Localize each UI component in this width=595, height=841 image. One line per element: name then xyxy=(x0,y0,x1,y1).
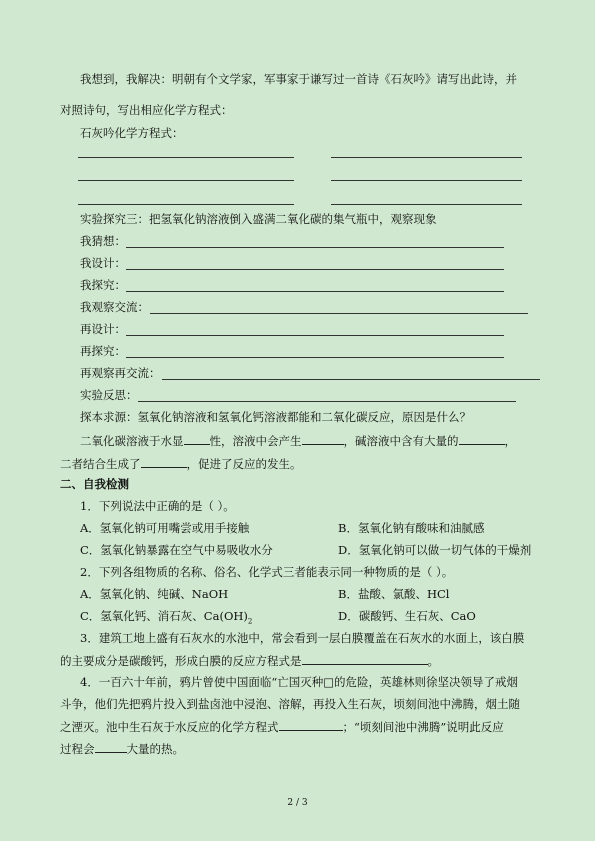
question-1-option-d: D．氢氧化钠可以做一切气体的干燥剂 xyxy=(338,543,532,557)
experiment-row-reexplore: 再探究： xyxy=(80,344,126,358)
experiment-row-reobserve: 再观察再交流： xyxy=(80,366,161,380)
blank xyxy=(95,741,127,753)
experiment-title: 实验探究三：把氢氧化钠溶液倒入盛满二氧化碳的集气瓶中，观察现象 xyxy=(80,212,437,226)
fill-in-line-2: 二者结合生成了 ，促进了反应的发生。 xyxy=(60,457,302,471)
question-2-stem: 2．下列各组物质的名称、俗名、化学式三者能表示同一种物质的是（ ）。 xyxy=(80,565,454,579)
answer-line xyxy=(126,335,504,336)
experiment-row-redesign: 再设计： xyxy=(80,322,126,336)
question-2-option-b: B．盐酸、氯酸、HCl xyxy=(338,587,450,601)
question-1-stem: 1．下列说法中正确的是（ ）。 xyxy=(80,499,235,513)
experiment-row-observe: 我观察交流： xyxy=(80,300,149,314)
question-1-option-a: A．氢氧化钠可用嘴尝或用手接触 xyxy=(80,521,250,535)
answer-line xyxy=(150,313,528,314)
blank xyxy=(141,456,187,468)
question-4-line-1: 4．一百六十年前，鸦片曾使中国面临“亡国灭种□的危险，英雄林则徐坚决领导了戒烟 xyxy=(80,675,519,689)
experiment-row-guess: 我猜想： xyxy=(80,234,126,248)
answer-line xyxy=(126,269,504,270)
answer-line xyxy=(78,157,294,158)
experiment-row-explore: 我探究： xyxy=(80,278,126,292)
blank xyxy=(279,719,343,731)
equation-label: 石灰吟化学方程式： xyxy=(80,126,184,140)
question-3-line-1: 3．建筑工地上盛有石灰水的水池中，常会看到一层白膜覆盖在石灰水的水面上，该白膜 xyxy=(80,631,525,645)
intro-line-1: 我想到，我解决：明朝有个文学家，军事家于谦写过一首诗《石灰吟》请写出此诗，并 xyxy=(80,72,517,86)
question-4-line-4: 过程会 大量的热。 xyxy=(60,742,184,756)
source-question: 探本求源：氢氧化钠溶液和氢氧化钙溶液都能和二氧化碳反应，原因是什么？ xyxy=(80,410,471,424)
page-number: 2 / 3 xyxy=(287,798,308,808)
answer-line xyxy=(138,401,516,402)
answer-line xyxy=(126,357,504,358)
blank xyxy=(184,433,210,445)
blank xyxy=(459,433,505,445)
question-2-option-a: A．氢氧化钠、纯碱、NaOH xyxy=(80,587,229,601)
answer-line xyxy=(162,379,540,380)
answer-line xyxy=(331,204,522,205)
answer-line xyxy=(331,180,522,181)
question-1-option-c: C．氢氧化钠暴露在空气中易吸收水分 xyxy=(80,543,273,557)
experiment-row-design: 我设计： xyxy=(80,256,126,270)
blank xyxy=(302,653,428,665)
experiment-row-reflect: 实验反思： xyxy=(80,388,138,402)
question-4-line-2: 斗争，他们先把鸦片投入到盐卤池中浸泡、溶解，再投入生石灰，顷刻间池中沸腾，烟土随 xyxy=(60,697,520,711)
answer-line xyxy=(126,247,504,248)
answer-line xyxy=(78,204,294,205)
answer-line xyxy=(126,291,504,292)
question-3-line-2: 的主要成分是碳酸钙，形成白膜的反应方程式是 。 xyxy=(60,654,439,668)
answer-line xyxy=(331,157,522,158)
question-2-option-c: C．氢氧化钙、消石灰、$Ca(OH)_2$ xyxy=(80,609,253,626)
question-2-option-d: D．碳酸钙、生石灰、CaO xyxy=(338,609,476,623)
question-1-option-b: B．氢氧化钠有酸味和油腻感 xyxy=(338,521,485,535)
answer-line xyxy=(78,180,294,181)
intro-line-2: 对照诗句，写出相应化学方程式： xyxy=(60,103,233,117)
section-heading: 二、自我检测 xyxy=(60,477,129,491)
fill-in-line-1: 二氧化碳溶液于水显 性，溶液中会产生 ，碱溶液中含有大量的 ， xyxy=(80,434,516,448)
question-4-line-3: 之湮灭。池中生石灰于水反应的化学方程式 ；“顷刻间池中沸腾”说明此反应 xyxy=(60,720,504,734)
blank xyxy=(302,433,344,445)
